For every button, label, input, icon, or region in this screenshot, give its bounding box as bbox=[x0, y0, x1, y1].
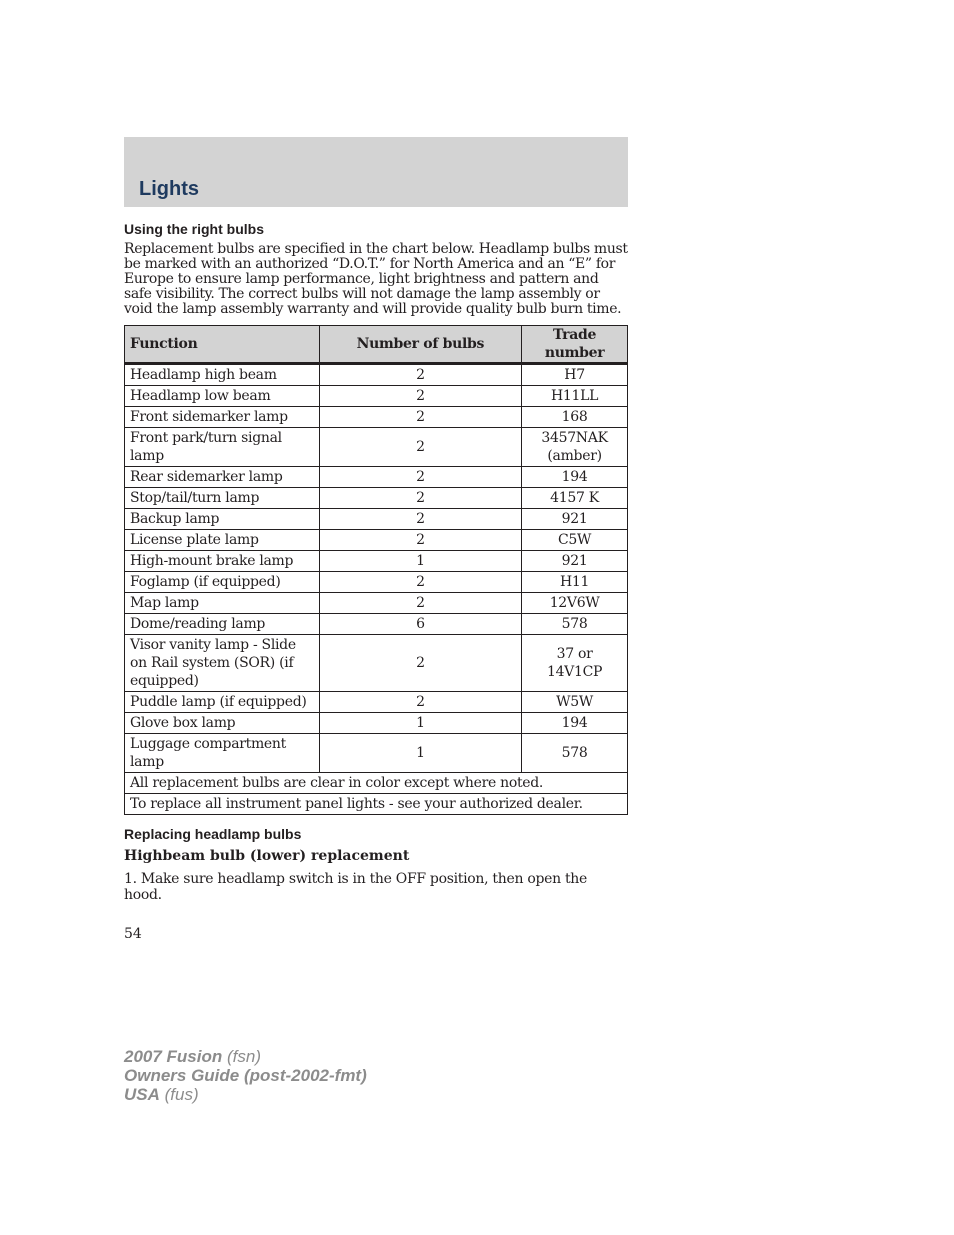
table-row bbox=[125, 509, 628, 530]
cell-function: Front park/turn signal lamp bbox=[125, 428, 320, 467]
cell-trade-number: 194 bbox=[522, 713, 628, 734]
table-row bbox=[125, 530, 628, 551]
cell-trade-number: 578 bbox=[522, 734, 628, 773]
table-row bbox=[125, 713, 628, 734]
footer-guide-name: Owners Guide (post-2002-fmt) bbox=[124, 1066, 367, 1085]
cell-function: Foglamp (if equipped) bbox=[125, 572, 320, 593]
table-row bbox=[125, 734, 628, 773]
cell-trade-number: H7 bbox=[522, 364, 628, 386]
cell-function: Backup lamp bbox=[125, 509, 320, 530]
footer-model: 2007 Fusion bbox=[124, 1047, 223, 1066]
cell-function: Glove box lamp bbox=[125, 713, 320, 734]
page-number: 54 bbox=[124, 926, 142, 942]
cell-number-of-bulbs: 2 bbox=[319, 407, 521, 428]
cell-number-of-bulbs: 2 bbox=[319, 692, 521, 713]
cell-function: Map lamp bbox=[125, 593, 320, 614]
table-row bbox=[125, 364, 628, 386]
column-header-function: Function bbox=[125, 326, 320, 364]
section-heading-right-bulbs: Using the right bulbs bbox=[124, 221, 264, 237]
cell-trade-number: 578 bbox=[522, 614, 628, 635]
table-header-row bbox=[125, 326, 628, 364]
section-heading-replacing-headlamp: Replacing headlamp bulbs bbox=[124, 826, 302, 843]
cell-number-of-bulbs: 2 bbox=[319, 635, 521, 692]
cell-trade-number: 921 bbox=[522, 509, 628, 530]
cell-function: License plate lamp bbox=[125, 530, 320, 551]
table-note-row bbox=[125, 794, 628, 815]
cell-function: Dome/reading lamp bbox=[125, 614, 320, 635]
footer-line-2 bbox=[124, 1066, 367, 1085]
table-row bbox=[125, 428, 628, 467]
table-body bbox=[125, 364, 628, 815]
cell-number-of-bulbs: 2 bbox=[319, 509, 521, 530]
cell-trade-number: 921 bbox=[522, 551, 628, 572]
column-header-number-of-bulbs: Number of bulbs bbox=[319, 326, 521, 364]
cell-number-of-bulbs: 1 bbox=[319, 734, 521, 773]
footer-line-3 bbox=[124, 1085, 367, 1104]
cell-function: Front sidemarker lamp bbox=[125, 407, 320, 428]
cell-number-of-bulbs: 1 bbox=[319, 713, 521, 734]
cell-number-of-bulbs: 2 bbox=[319, 593, 521, 614]
cell-number-of-bulbs: 1 bbox=[319, 551, 521, 572]
table-row bbox=[125, 407, 628, 428]
column-header-trade-number: Trade number bbox=[522, 326, 628, 364]
cell-trade-number: 4157 K bbox=[522, 488, 628, 509]
section-header-band bbox=[124, 137, 628, 207]
cell-number-of-bulbs: 2 bbox=[319, 364, 521, 386]
cell-trade-number: 194 bbox=[522, 467, 628, 488]
table-row bbox=[125, 692, 628, 713]
cell-function: Visor vanity lamp - Slide on Rail system (SOR) (if equipped) bbox=[125, 635, 320, 692]
footer-market-code: (fus) bbox=[164, 1085, 199, 1104]
cell-number-of-bulbs: 6 bbox=[319, 614, 521, 635]
cell-function: Stop/tail/turn lamp bbox=[125, 488, 320, 509]
table-note-row bbox=[125, 773, 628, 794]
page-content bbox=[124, 221, 628, 903]
cell-function: Puddle lamp (if equipped) bbox=[125, 692, 320, 713]
table-row bbox=[125, 488, 628, 509]
footer-model-code: (fsn) bbox=[227, 1047, 261, 1066]
table-row bbox=[125, 467, 628, 488]
page-title: Lights bbox=[139, 178, 199, 200]
table-row bbox=[125, 551, 628, 572]
cell-trade-number: H11LL bbox=[522, 386, 628, 407]
cell-number-of-bulbs: 2 bbox=[319, 530, 521, 551]
table-row bbox=[125, 593, 628, 614]
cell-function: Rear sidemarker lamp bbox=[125, 467, 320, 488]
table-row bbox=[125, 572, 628, 593]
cell-trade-number: H11 bbox=[522, 572, 628, 593]
cell-trade-number: 37 or 14V1CP bbox=[522, 635, 628, 692]
cell-number-of-bulbs: 2 bbox=[319, 572, 521, 593]
table-row bbox=[125, 635, 628, 692]
cell-trade-number: 12V6W bbox=[522, 593, 628, 614]
table-row bbox=[125, 386, 628, 407]
cell-number-of-bulbs: 2 bbox=[319, 488, 521, 509]
cell-number-of-bulbs: 2 bbox=[319, 428, 521, 467]
cell-function: High-mount brake lamp bbox=[125, 551, 320, 572]
footer-line-1 bbox=[124, 1047, 367, 1066]
cell-number-of-bulbs: 2 bbox=[319, 467, 521, 488]
footer-market: USA bbox=[124, 1085, 160, 1104]
cell-function: Headlamp low beam bbox=[125, 386, 320, 407]
intro-paragraph: Replacement bulbs are specified in the chart below. Headlamp bulbs must be marked with an authorized “D.O.T.” for North America and an “E” for Europe to ensure lamp performance, light brightness and pattern and safe visibility. The correct bulbs will not damage the lamp assembly or void the lamp assembly warranty and will provide quality bulb burn time. bbox=[124, 241, 628, 318]
table-note-clear-color: All replacement bulbs are clear in color except where noted. bbox=[125, 773, 628, 794]
cell-trade-number: W5W bbox=[522, 692, 628, 713]
cell-number-of-bulbs: 2 bbox=[319, 386, 521, 407]
subheading-highbeam-replacement: Highbeam bulb (lower) replacement bbox=[124, 848, 410, 865]
cell-trade-number: 3457NAK (amber) bbox=[522, 428, 628, 467]
bulb-chart-table bbox=[124, 325, 628, 815]
document-footer bbox=[124, 1047, 367, 1104]
table-note-instrument-panel: To replace all instrument panel lights - see your authorized dealer. bbox=[125, 794, 628, 815]
cell-function: Luggage compartment lamp bbox=[125, 734, 320, 773]
cell-trade-number: C5W bbox=[522, 530, 628, 551]
cell-function: Headlamp high beam bbox=[125, 364, 320, 386]
table-row bbox=[125, 614, 628, 635]
instruction-step-1: 1. Make sure headlamp switch is in the OFF position, then open the hood. bbox=[124, 871, 587, 904]
cell-trade-number: 168 bbox=[522, 407, 628, 428]
